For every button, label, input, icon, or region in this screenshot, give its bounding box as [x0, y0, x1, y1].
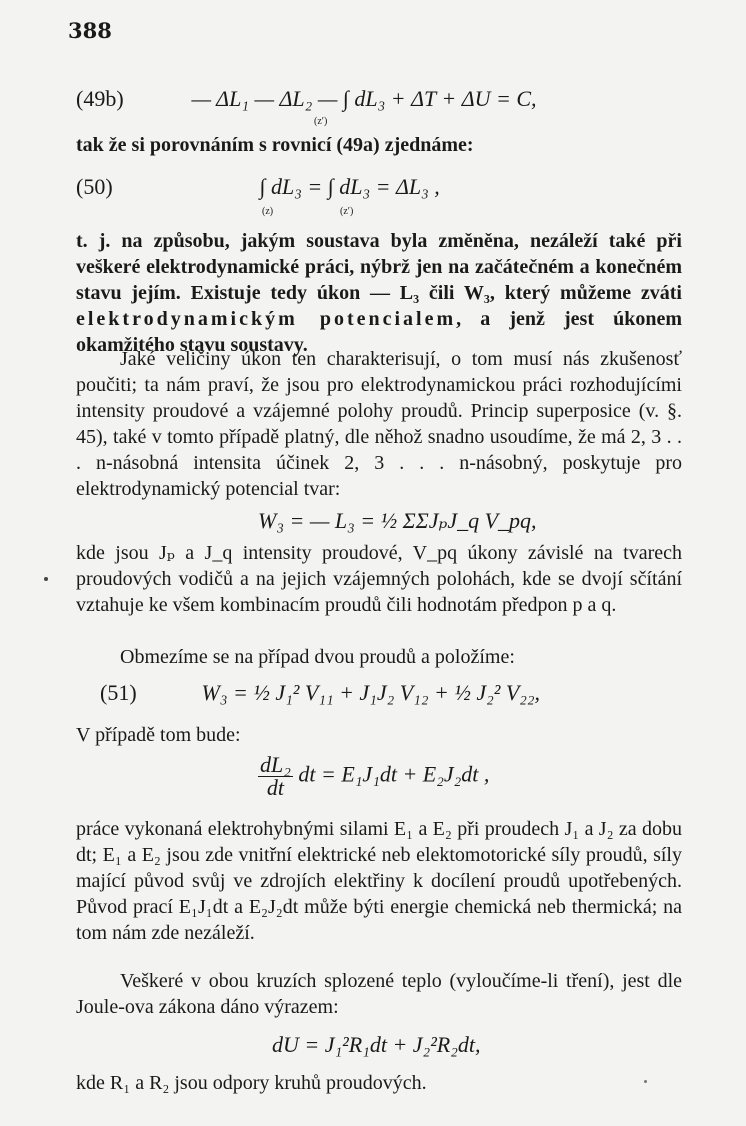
equation-body: ∫ dL₃ = ∫ dL₃ = ΔL₃ ,	[259, 174, 440, 199]
paragraph-resistances: kde R₁ a R₂ jsou odpory kruhů proudových.	[76, 1072, 427, 1094]
equation-49b	[76, 86, 537, 127]
fraction	[258, 754, 293, 799]
spaced-term: elektrodynamickým potencialem	[76, 308, 457, 330]
paragraph-text: t. j. na způsobu, jakým soustava byla změněna, nezáleží také při veškeré elektrodynamické práci, nýbrž jen na začátečném a konečném stavu jejím. Existuje tedy úkon	[76, 230, 682, 304]
equation-body: — ΔL₁ — ΔL₂ — ∫ dL₃ + ΔT + ΔU = C,	[191, 86, 537, 111]
equation-body: W₃ = ½ J₁² V₁₁ + J₁J₂ V₁₂ + ½ J₂² V₂₂,	[201, 680, 541, 705]
equation-label: (49b)	[76, 86, 124, 111]
equation-body: dt = E₁J₁dt + E₂J₂dt ,	[292, 761, 490, 787]
equation-body: W₃ = — L₃ = ½ ΣΣJₚJ_q V_pq,	[258, 508, 537, 533]
margin-dot	[644, 1080, 647, 1083]
paragraph-case: V případě tom bude:	[76, 724, 241, 746]
equation-work	[258, 754, 489, 799]
paragraph-intro: tak že si porovnáním s rovnicí (49a) zjednáme:	[76, 134, 474, 156]
margin-dot	[44, 577, 48, 581]
paragraph-potential	[76, 228, 682, 358]
integral-subscript: (z′)	[340, 206, 354, 217]
paragraph-text: — L₃ čili W₃, který můžeme zváti	[360, 282, 682, 304]
integral-subscript: (z′)	[314, 116, 328, 127]
fraction-denominator: dt	[266, 775, 284, 800]
equation-w3	[258, 508, 537, 534]
paragraph-two-currents: Obmezíme se na případ dvou proudů a položíme:	[120, 646, 515, 668]
integral-subscript: (z)	[262, 206, 274, 217]
paragraph-text: , a jenž jest úkonem okamžitého stavu soustavy.	[76, 308, 682, 356]
equation-51	[100, 680, 540, 706]
equation-heat	[272, 1032, 481, 1058]
equation-label: (51)	[100, 680, 137, 705]
equation-50	[76, 174, 440, 217]
equation-body: dU = J₁²R₁dt + J₂²R₂dt,	[272, 1032, 481, 1057]
fraction-numerator: dL₂	[260, 752, 291, 777]
paragraph-definitions: kde jsou Jₚ a J_q intensity proudové, V_pq úkony závislé na tvarech proudových vodičů a na jejich vzájemných polohách, kde se dvojí sčítání vztahuje ke všem kombinacím proudů čili hodnotám předpon p a q.	[76, 542, 682, 616]
paragraph-superposition: Jaké veličiny úkon ten charakterisují, o tom musí nás zkušenosť poučiti; ta nám praví, že jsou pro elektrodynamickou práci rozhodujícími intensity proudové a vzájemné polohy proudů. Princip superposice (v. §. 45), také v tomto případě platný, dle něhož snadno usoudíme, že má 2, 3 . . . n-násobná intensita účinek 2, 3 . . . n-násobný, poskytuje pro elektrodynamický potencial tvar:	[76, 348, 682, 500]
page-number: 388	[68, 18, 112, 43]
paragraph-work: práce vykonaná elektrohybnými silami E₁ a E₂ při proudech J₁ a J₂ za dobu dt; E₁ a E₂ jsou zde vnitřní elektrické neb elektomotorické síly proudů, síly mající původ svůj ve zdrojích elektřiny k docílení proudů upotřebených. Původ prací E₁J₁dt a E₂J₂dt může býti energie chemická neb thermická; na tom nám zde nezáleží.	[76, 818, 682, 944]
paragraph-heat: Veškeré v obou kruzích splozené teplo (vyloučíme-li tření), jest dle Joule-ova zákona dáno výrazem:	[76, 970, 682, 1018]
equation-label: (50)	[76, 174, 113, 199]
